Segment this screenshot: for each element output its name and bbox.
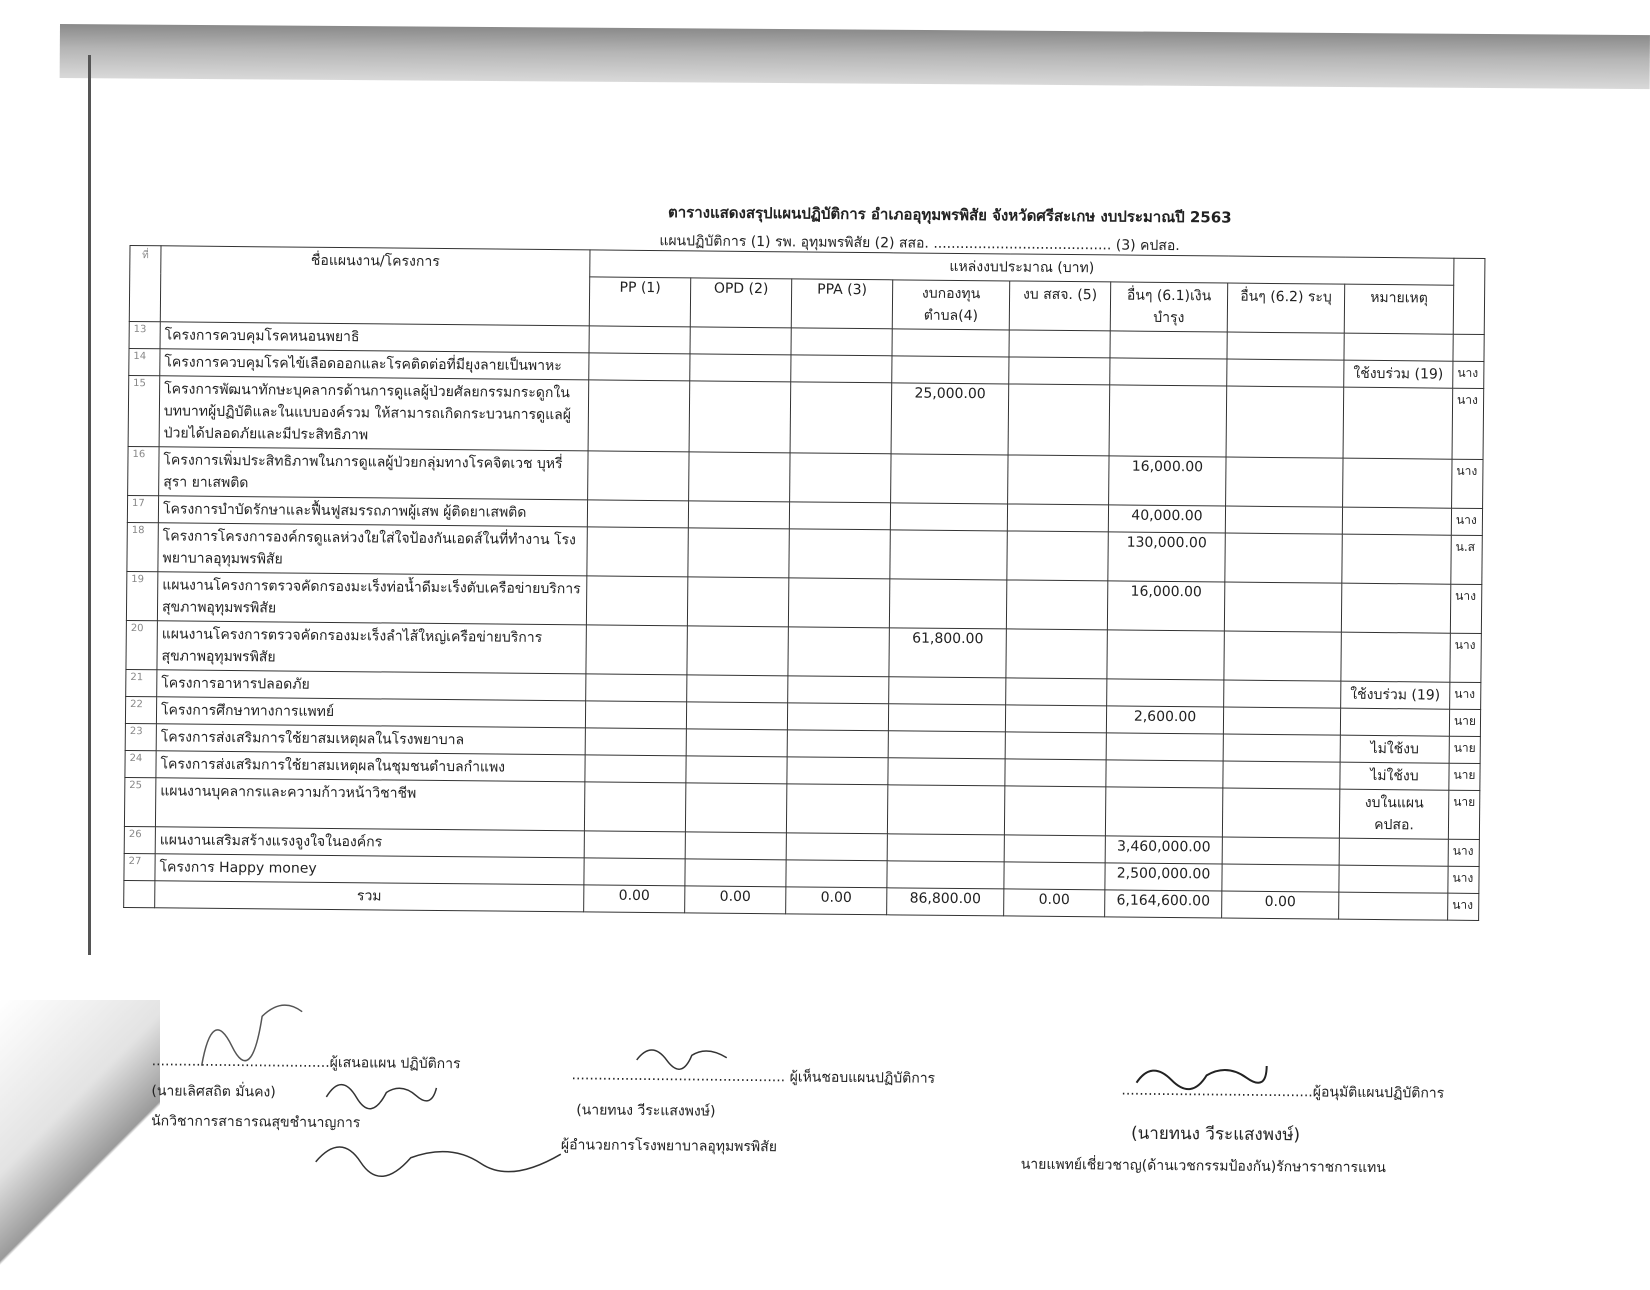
header-responsible (1453, 258, 1485, 334)
total-responsible: นาง (1448, 893, 1479, 920)
cell-other1 (1110, 358, 1227, 386)
row-number: 15 (128, 375, 160, 446)
cell-other2 (1225, 533, 1342, 583)
document-subtitle: แผนปฏิบัติการ (1) รพ. อุทุมพรพิสัย (2) สสอ. ........................................ (3) คปสอ. (659, 233, 1180, 255)
project-name: แผนงานโครงการตรวจคัดกรองมะเร็งท่อน้ำดีมะเร็งตับเครือข่ายบริการสุขภาพอุทุมพรพิสัย (157, 572, 586, 625)
row-number: 17 (127, 495, 158, 522)
cell-opd (686, 729, 787, 757)
document-title: ตารางแสดงสรุปแผนปฏิบัติการ อำเภออุทุมพรพิสัย จังหวัดศรีสะเกษ งบประมาณปี 2563 (667, 203, 1232, 227)
total-note (1339, 892, 1448, 920)
cell-resp: นาย (1449, 709, 1480, 736)
cell-fund (890, 530, 1007, 580)
cell-resp: นาง (1448, 839, 1479, 866)
signature-approver-2 (1131, 1055, 1271, 1096)
cell-resp: นาง (1450, 584, 1481, 633)
cell-other2 (1225, 506, 1342, 534)
cell-note (1342, 534, 1451, 584)
cell-ssj (1007, 504, 1108, 532)
cell-ssj (1004, 835, 1105, 863)
cell-opd (687, 675, 788, 703)
cell-pp (584, 782, 685, 832)
cell-other2 (1223, 734, 1340, 762)
cell-ssj (1008, 455, 1109, 505)
approver1-name: (นายทนง วีระแสงพงษ์) (576, 1102, 716, 1120)
cell-ssj (1005, 732, 1106, 760)
total-fund: 86,800.00 (887, 888, 1004, 916)
cell-pp (585, 755, 686, 783)
row-number: 18 (127, 522, 158, 571)
cell-other2 (1222, 864, 1339, 892)
cell-opd (689, 381, 791, 453)
cell-other2 (1223, 707, 1340, 735)
cell-pp (584, 831, 685, 859)
cell-resp: น.ส (1451, 535, 1482, 584)
project-name: โครงการควบคุมโรคหนอนพยาธิ (160, 322, 589, 353)
signature-proposer-3 (311, 1122, 572, 1184)
cell-ssj (1005, 759, 1106, 787)
cell-other2 (1226, 386, 1344, 458)
header-no: ที่ (129, 246, 161, 322)
cell-pp (588, 380, 690, 452)
cell-ppa (788, 676, 889, 704)
proposer-name: (นายเลิศสถิต มั่นคง) (151, 1083, 276, 1101)
cell-resp: นาย (1448, 790, 1479, 839)
cell-note: ไม่ใช้งบ (1340, 762, 1449, 790)
cell-opd (688, 501, 789, 529)
header-opd: OPD (2) (690, 278, 791, 328)
header-ssj: งบ สสจ. (5) (1009, 281, 1110, 331)
cell-fund (888, 704, 1005, 732)
cell-fund (892, 329, 1009, 357)
cell-note (1340, 708, 1449, 736)
cell-ppa (786, 784, 887, 834)
cell-opd (685, 783, 786, 833)
row-number: 26 (124, 826, 155, 853)
header-name: ชื่อแผนงาน/โครงการ (160, 246, 590, 326)
cell-note (1341, 632, 1450, 682)
cell-opd (685, 832, 786, 860)
cell-ppa (791, 328, 892, 356)
cell-ssj (1008, 384, 1110, 456)
cell-other1: 2,600.00 (1106, 706, 1223, 734)
cell-other1 (1107, 679, 1224, 707)
cell-resp: นาง (1450, 633, 1481, 682)
cell-opd (685, 859, 786, 887)
project-name: แผนงานโครงการตรวจคัดกรองมะเร็งลำไส้ใหญ่เครือข่ายบริการสุขภาพอุทุมพรพิสัย (157, 621, 586, 674)
cell-fund (888, 758, 1005, 786)
scan-shadow-top (60, 24, 1650, 89)
project-name: โครงการโครงการองค์กรดูแลห่วงใยใส่ใจป้องกันเอดส์ในที่ทำงาน โรงพยาบาลอุทุมพรพิสัย (158, 523, 587, 576)
cell-fund (887, 834, 1004, 862)
cell-resp: นาง (1452, 459, 1483, 508)
cell-ssj (1006, 580, 1107, 630)
project-name: โครงการบำบัดรักษาและฟื้นฟูสมรรถภาพผู้เสพ ผู้ติดยาเสพติด (158, 496, 587, 527)
cell-ppa (789, 529, 890, 579)
row-number: 27 (124, 853, 155, 880)
proposer-role: ........................................ผู้เสนอแผน ปฏิบัติการ (151, 1053, 461, 1073)
cell-ppa (786, 833, 887, 861)
cell-ssj (1007, 531, 1108, 581)
cell-fund: 25,000.00 (891, 383, 1009, 455)
cell-opd (690, 354, 791, 382)
cell-note (1343, 387, 1453, 459)
cell-pp (585, 728, 686, 756)
row-number: 14 (129, 348, 160, 375)
cell-note (1342, 507, 1451, 535)
signature-proposer-2 (321, 1067, 441, 1118)
cell-resp: นาง (1452, 388, 1484, 459)
cell-ppa (790, 382, 892, 454)
row-number: 25 (124, 777, 155, 826)
cell-resp (1453, 334, 1484, 361)
total-label: รวม (155, 881, 584, 912)
cell-ppa (790, 453, 891, 503)
cell-pp (585, 701, 686, 729)
cell-other1 (1105, 787, 1222, 837)
cell-opd (687, 577, 788, 627)
cell-pp (584, 858, 685, 886)
cell-pp (586, 674, 687, 702)
cell-note (1344, 333, 1453, 361)
row-number: 16 (128, 446, 159, 495)
cell-other2 (1227, 332, 1344, 360)
cell-opd (690, 327, 791, 355)
cell-ppa (788, 578, 889, 628)
proposer-title: นักวิชาการสาธารณสุขชำนาญการ (151, 1113, 361, 1132)
cell-note: ใช้งบร่วม (19) (1344, 360, 1453, 388)
cell-other2 (1224, 631, 1341, 681)
cell-resp: นาย (1449, 763, 1480, 790)
page-edge-line (88, 55, 91, 955)
cell-ppa (789, 502, 890, 530)
cell-fund (892, 356, 1009, 384)
approver1-title: ผู้อำนวยการโรงพยาบาลอุทุมพรพิสัย (560, 1137, 778, 1156)
cell-other1 (1110, 331, 1227, 359)
cell-other2 (1226, 457, 1343, 507)
approver1-role: ................................................ ผู้เห็นชอบแผนปฏิบัติการ (571, 1067, 936, 1087)
cell-pp (589, 326, 690, 354)
header-pp: PP (1) (589, 277, 690, 327)
row-number: 19 (126, 571, 157, 620)
cell-fund (889, 579, 1006, 629)
project-name: โครงการส่งเสริมการใช้ยาสมเหตุผลในชุมชนตำบลกำแพง (156, 751, 585, 782)
cell-fund (890, 503, 1007, 531)
header-other1: อื่นๆ (6.1)เงินบำรุง (1110, 282, 1227, 332)
project-name: แผนงานบุคลากรและความก้าวหน้าวิชาชีพ (155, 778, 584, 831)
cell-fund (888, 731, 1005, 759)
cell-note (1339, 838, 1448, 866)
project-name: แผนงานเสริมสร้างแรงจูงใจในองค์กร (155, 827, 584, 858)
cell-note (1341, 583, 1450, 633)
cell-opd (688, 528, 789, 578)
approver2-name: (นายทนง วีระแสงพงษ์) (1130, 1123, 1301, 1146)
cell-pp (587, 500, 688, 528)
cell-ssj (1004, 786, 1105, 836)
cell-other1: 16,000.00 (1109, 456, 1226, 506)
cell-other1 (1106, 733, 1223, 761)
row-number: 23 (125, 723, 156, 750)
cell-opd (687, 626, 788, 676)
cell-fund (889, 677, 1006, 705)
cell-ppa (786, 860, 887, 888)
cell-opd (689, 452, 790, 502)
total-other2: 0.00 (1222, 891, 1339, 919)
project-name: โครงการพัฒนาทักษะบุคลากรด้านการดูแลผู้ป่วยศัลยกรรมกระดูกในบทบาทผู้ปฏิบัติและในแบบองค์รวม ให้สามารถเกิดกระบวนการดูแลผู้ป่วยได้ปลอดภัยและมีประสิทธิภาพ (159, 376, 589, 451)
approver2-role: ...........................................ผู้อนุมัติแผนปฏิบัติการ (1121, 1082, 1445, 1102)
table-row (128, 375, 1484, 459)
cell-ssj (1009, 330, 1110, 358)
cell-resp: นาย (1449, 736, 1480, 763)
approver2-title: นายแพทย์เชี่ยวชาญ(ด้านเวชกรรมป้องกัน)รักษาราชการแทน (1020, 1156, 1386, 1177)
cell-fund (891, 454, 1008, 504)
cell-pp (587, 527, 688, 577)
cell-other1 (1106, 760, 1223, 788)
cell-pp (589, 353, 690, 381)
total-opd: 0.00 (685, 886, 786, 914)
cell-ssj (1009, 357, 1110, 385)
cell-other2 (1227, 359, 1344, 387)
cell-ppa (787, 703, 888, 731)
signature-approver-1 (632, 1035, 732, 1076)
total-other1: 6,164,600.00 (1105, 890, 1222, 918)
cell-other1: 40,000.00 (1108, 505, 1225, 533)
header-other2: อื่นๆ (6.2) ระบุ (1227, 283, 1344, 333)
cell-other1: 16,000.00 (1107, 581, 1224, 631)
cell-other2 (1222, 788, 1339, 838)
cell-fund (887, 785, 1004, 835)
cell-other1 (1107, 630, 1224, 680)
cell-fund: 61,800.00 (889, 628, 1006, 678)
cell-ssj (1004, 862, 1105, 890)
header-fund: งบกองทุนตำบล(4) (892, 280, 1009, 330)
cell-ppa (788, 627, 889, 677)
cell-note: งบในแผน คปสอ. (1339, 789, 1448, 839)
header-ppa: PPA (3) (791, 279, 892, 329)
row-number: 13 (129, 321, 160, 348)
budget-table (123, 245, 1485, 921)
cell-other1: 130,000.00 (1108, 532, 1225, 582)
cell-resp: นาง (1448, 866, 1479, 893)
cell-other1 (1109, 385, 1227, 457)
cell-other1: 3,460,000.00 (1105, 836, 1222, 864)
cell-other1: 2,500,000.00 (1105, 863, 1222, 891)
cell-resp: นาง (1453, 361, 1484, 388)
total-ppa: 0.00 (786, 887, 887, 915)
total-ssj: 0.00 (1004, 889, 1105, 917)
project-name: โครงการเพิ่มประสิทธิภาพในการดูแลผู้ป่วยกลุ่มทางโรคจิตเวช บุหรี่ สุรา ยาเสพติด (159, 447, 588, 500)
cell-other2 (1224, 680, 1341, 708)
header-budget-group: แหล่งงบประมาณ (บาท) (590, 250, 1454, 285)
cell-other2 (1224, 582, 1341, 632)
cell-pp (588, 451, 689, 501)
cell-note: ไม่ใช้งบ (1340, 735, 1449, 763)
row-number: 24 (125, 750, 156, 777)
cell-opd (686, 702, 787, 730)
cell-ssj (1005, 705, 1106, 733)
project-name: โครงการ Happy money (155, 854, 584, 885)
cell-ssj (1006, 678, 1107, 706)
cell-fund (887, 861, 1004, 889)
row-number: 20 (126, 620, 157, 669)
cell-opd (686, 756, 787, 784)
project-name: โครงการอาหารปลอดภัย (157, 670, 586, 701)
cell-other2 (1223, 761, 1340, 789)
cell-resp: นาง (1451, 508, 1482, 535)
cell-resp: นาง (1450, 682, 1481, 709)
cell-pp (586, 576, 687, 626)
project-name: โครงการส่งเสริมการใช้ยาสมเหตุผลในโรงพยาบาล (156, 724, 585, 755)
header-note: หมายเหตุ (1344, 284, 1453, 334)
cell-pp (586, 625, 687, 675)
signature-proposer-1 (192, 986, 313, 1077)
cell-note (1339, 865, 1448, 893)
project-name: โครงการควบคุมโรคไข้เลือดออกและโรคติดต่อที่มียุงลายเป็นพาหะ (160, 349, 589, 380)
cell-note (1343, 458, 1452, 508)
cell-other2 (1222, 837, 1339, 865)
row-number: 22 (125, 696, 156, 723)
cell-note: ใช้งบร่วม (19) (1341, 681, 1450, 709)
cell-ppa (791, 355, 892, 383)
cell-ppa (787, 757, 888, 785)
cell-ppa (787, 730, 888, 758)
total-pp: 0.00 (584, 885, 685, 913)
row-number: 21 (126, 669, 157, 696)
cell-ssj (1006, 629, 1107, 679)
document-page (120, 195, 1650, 1290)
project-name: โครงการศึกษาทางการแพทย์ (156, 697, 585, 728)
